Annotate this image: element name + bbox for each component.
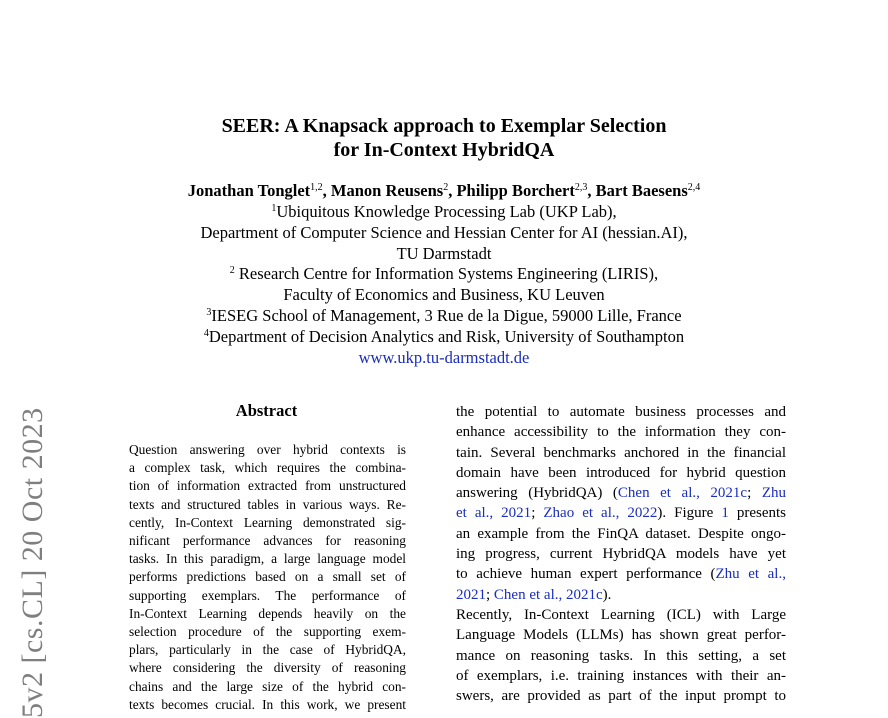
- citation-link[interactable]: Chen et al., 2021c: [617, 485, 748, 502]
- figure-reference-link[interactable]: 1: [721, 505, 729, 522]
- author-name: Jonathan Tonglet: [187, 181, 311, 200]
- abstract-line: In-Context Learning depends heavily on the: [129, 605, 406, 621]
- citation-link[interactable]: Zhao et al., 2022: [543, 505, 658, 522]
- author-name: Bart Baesens: [595, 181, 688, 200]
- author-affiliation-mark: 2,3: [574, 182, 588, 193]
- affiliation-text: Department of Decision Analytics and Risk, University of Southampton: [208, 326, 685, 346]
- affiliation-1-line-1: [0, 202, 888, 223]
- body-text: ;: [531, 505, 544, 522]
- citation-link[interactable]: 2021: [456, 586, 486, 603]
- author-name: Philipp Borchert: [456, 181, 575, 200]
- affiliation-mark: 2: [229, 265, 235, 277]
- abstract-line: chains and the large size of the hybrid con-: [129, 678, 406, 694]
- citation-link[interactable]: Zhu et al.,: [715, 566, 786, 583]
- body-line: [456, 585, 786, 605]
- body-text: ;: [747, 485, 762, 502]
- abstract-line: texts becomes crucial. In this work, we present: [129, 696, 406, 712]
- affiliation-text: Ubiquitous Knowledge Processing Lab (UKP Lab),: [276, 202, 617, 221]
- body-line: [456, 503, 786, 523]
- abstract-line: plars, particularly in the case of HybridQA,: [129, 642, 406, 658]
- abstract-line: selection procedure of the supporting exem-: [129, 624, 406, 640]
- affiliation-mark: 4: [203, 327, 209, 339]
- body-line: enhance accessibility to the information they con-: [456, 424, 786, 441]
- abstract-line: supporting exemplars. The performance of: [129, 587, 406, 603]
- affiliation-1-line-3: TU Darmstadt: [396, 243, 492, 263]
- affiliation-mark: 3: [206, 306, 212, 318]
- body-text: to achieve human expert performance (: [456, 566, 716, 583]
- citation-link[interactable]: Chen et al., 2021c: [493, 586, 603, 603]
- body-line: Recently, In-Context Learning (ICL) with Large: [456, 606, 786, 623]
- title-line-2: for In-Context HybridQA: [333, 139, 555, 161]
- body-line: [456, 564, 786, 584]
- body-line: [456, 483, 786, 503]
- citation-link[interactable]: et al., 2021: [456, 505, 532, 522]
- affiliations: [0, 202, 888, 368]
- affiliation-3-line-1: [0, 306, 888, 327]
- abstract-line: nificant performance advances for reasoning: [129, 533, 406, 549]
- abstract-line: performs predictions based on a small set of: [129, 569, 406, 585]
- affiliation-1-line-2: Department of Computer Science and Hessian Center for AI (hessian.AI),: [200, 222, 688, 242]
- body-line: tain. Several benchmarks anchored in the financial: [456, 444, 786, 461]
- author-affiliation-mark: 2,4: [687, 182, 701, 193]
- body-text: answering (HybridQA) (: [456, 485, 618, 502]
- arxiv-identifier-stamp: 5v2 [cs.CL] 20 Oct 2023: [16, 407, 49, 718]
- body-line: ing progress, current HybridQA models have yet: [456, 546, 786, 563]
- body-text: ). Figure: [657, 505, 722, 522]
- affiliation-text: Research Centre for Information Systems Engineering (LIRIS),: [234, 264, 659, 284]
- abstract-body: [129, 441, 406, 714]
- body-line: mance on reasoning tasks. In this setting, a set: [456, 647, 786, 664]
- body-line: swers, are provided as part of the input prompt to: [456, 688, 786, 705]
- abstract-line: tion of information extracted from unstructured: [129, 478, 406, 494]
- affiliation-2-line-2: Faculty of Economics and Business, KU Leuven: [283, 285, 605, 305]
- abstract-line: cently, In-Context Learning demonstrated sig-: [129, 514, 406, 530]
- body-text: ).: [602, 586, 612, 603]
- title-line-1: SEER: A Knapsack approach to Exemplar Selection: [221, 115, 667, 137]
- author-affiliation-mark: 2: [443, 182, 449, 193]
- abstract-line: a complex task, which requires the combina-: [129, 460, 406, 476]
- introduction-body: [456, 402, 786, 706]
- author-name: Manon Reusens: [330, 181, 444, 200]
- body-line: Language Models (LLMs) has shown great perfor-: [456, 627, 786, 644]
- body-line: domain have been introduced for hybrid question: [456, 464, 786, 481]
- abstract-line: where considering the diversity of reasoning: [129, 660, 406, 676]
- abstract-line: Question answering over hybrid contexts is: [129, 442, 406, 457]
- abstract-section: [129, 400, 406, 714]
- lab-url-link[interactable]: www.ukp.tu-darmstadt.de: [358, 347, 530, 367]
- abstract-line: tasks. In this paradigm, a large language model: [129, 551, 406, 567]
- body-line: the potential to automate business processes and: [456, 404, 786, 420]
- affiliation-4-line-1: [0, 327, 888, 348]
- body-text: presents: [728, 505, 786, 522]
- citation-link[interactable]: Zhu: [761, 485, 786, 502]
- affiliation-mark: 1: [271, 203, 277, 214]
- author-affiliation-mark: 1,2: [310, 182, 323, 193]
- author-list: Jonathan Tonglet$^{1,2}$, Manon Reusens$^2$, Philipp Borchert$^{2,3}$, Bart Baesens$^{2,4}$: [187, 181, 701, 200]
- paper-title: [0, 114, 888, 162]
- affiliation-text: IESEG School of Management, 3 Rue de la Digue, 59000 Lille, France: [211, 305, 682, 325]
- body-line: of exemplars, i.e. training instances with their an-: [456, 667, 786, 684]
- abstract-line: texts and structured tables in various ways. Re-: [129, 496, 406, 512]
- body-text: ;: [486, 586, 494, 603]
- affiliation-2-line-1: [0, 264, 888, 285]
- abstract-heading: Abstract: [235, 401, 298, 420]
- body-line: an example from the FinQA dataset. Despite ongo-: [456, 525, 786, 542]
